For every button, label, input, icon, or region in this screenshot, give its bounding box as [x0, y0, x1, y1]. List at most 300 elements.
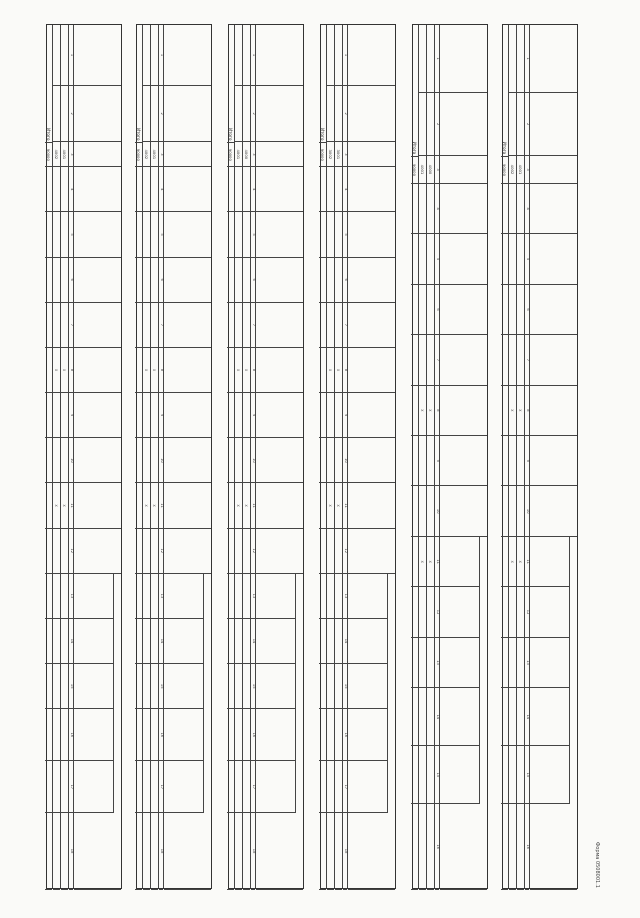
column-number: 7 — [69, 303, 73, 348]
column-number: 13 — [69, 574, 73, 619]
total-cell — [227, 619, 234, 664]
column-number: 5 — [159, 212, 163, 257]
total-cell — [411, 335, 418, 385]
column-number: 15 — [435, 746, 439, 804]
table-header-row — [529, 25, 577, 888]
total-cell — [227, 664, 234, 709]
table-row — [234, 25, 242, 888]
total-cell — [319, 167, 326, 212]
table-cell — [327, 574, 334, 619]
row-code: 3001 — [335, 142, 342, 167]
table-cell: x — [419, 537, 426, 587]
column-header — [256, 709, 295, 761]
table-header-row — [347, 25, 395, 888]
column-header — [530, 638, 569, 688]
table-cell — [143, 212, 150, 257]
table-cell: x — [419, 386, 426, 436]
table-cell — [151, 529, 158, 574]
table-cell — [61, 619, 68, 664]
column-header — [348, 258, 395, 303]
group-header — [569, 537, 577, 804]
table-cell — [327, 619, 334, 664]
table-cell — [427, 335, 434, 385]
table-cell — [509, 688, 516, 746]
column-number: 4 — [435, 184, 439, 234]
total-cell — [45, 813, 52, 890]
form-table — [502, 24, 578, 889]
total-cell — [227, 761, 234, 813]
table-cell — [427, 184, 434, 234]
table-cell — [517, 285, 524, 335]
table-cell — [335, 212, 342, 257]
table-cell: x — [235, 348, 242, 393]
column-header — [74, 142, 121, 167]
table-cell — [427, 436, 434, 486]
column-number-row — [342, 25, 347, 888]
column-number: 6 — [251, 258, 255, 303]
column-number: 2 — [251, 86, 255, 142]
column-header — [440, 184, 487, 234]
table-cell — [53, 86, 60, 142]
total-cell — [411, 587, 418, 637]
column-header — [348, 709, 387, 761]
table-cell — [61, 761, 68, 813]
column-header — [440, 487, 487, 537]
table-cell — [243, 258, 250, 303]
table-cell — [509, 487, 516, 537]
column-number: 8 — [435, 386, 439, 436]
column-header — [74, 348, 121, 393]
column-header — [530, 234, 577, 284]
column-header — [348, 86, 395, 142]
column-header — [440, 804, 487, 890]
column-header — [530, 746, 569, 804]
column-number: 10 — [525, 487, 529, 537]
total-cell — [319, 619, 326, 664]
table-cell: x — [61, 483, 68, 528]
total-label: Итого — [502, 141, 507, 155]
group-header — [479, 537, 487, 804]
total-cell — [45, 393, 52, 438]
table-cell: x — [243, 348, 250, 393]
column-header — [74, 393, 121, 438]
table-cell — [235, 709, 242, 761]
table-cell: x — [509, 386, 516, 436]
column-number: 14 — [525, 688, 529, 746]
column-number: 18 — [159, 813, 163, 890]
column-header — [440, 93, 487, 156]
table-cell — [53, 813, 60, 890]
table-row — [326, 25, 334, 888]
total-cell — [501, 688, 508, 746]
column-header — [74, 212, 121, 257]
column-header — [74, 483, 121, 528]
table-cell: x — [143, 348, 150, 393]
table-cell — [235, 212, 242, 257]
column-number: 18 — [251, 813, 255, 890]
column-number: 14 — [159, 619, 163, 664]
table-cell: x — [243, 483, 250, 528]
table-cell — [419, 335, 426, 385]
column-number: 15 — [525, 746, 529, 804]
column-header — [256, 483, 303, 528]
total-cell — [501, 285, 508, 335]
table-cell — [235, 258, 242, 303]
row-code: 3002 — [327, 142, 334, 167]
column-number: 13 — [435, 638, 439, 688]
column-number: 9 — [343, 393, 347, 438]
total-cell — [319, 303, 326, 348]
column-header — [256, 574, 295, 619]
total-cell — [319, 438, 326, 483]
table-cell — [419, 688, 426, 746]
column-header — [530, 386, 577, 436]
total-cell — [45, 761, 52, 813]
total-cell — [227, 483, 234, 528]
table-cell — [61, 709, 68, 761]
column-header — [256, 212, 303, 257]
table-cell — [243, 393, 250, 438]
total-cell — [45, 709, 52, 761]
table-row — [60, 25, 68, 888]
table-cell — [335, 529, 342, 574]
column-header — [530, 25, 577, 93]
column-header — [440, 587, 479, 637]
row-code: 4000 — [243, 142, 250, 167]
column-number-row — [524, 25, 529, 888]
table-cell — [61, 212, 68, 257]
total-cell — [135, 529, 142, 574]
total-cell — [227, 258, 234, 303]
table-cell — [61, 303, 68, 348]
column-number: 7 — [343, 303, 347, 348]
table-cell — [517, 746, 524, 804]
total-cell — [319, 813, 326, 890]
total-cell — [135, 813, 142, 890]
column-header — [530, 93, 577, 156]
column-number: 4 — [525, 184, 529, 234]
total-cell — [501, 487, 508, 537]
column-header — [74, 619, 113, 664]
table-cell — [509, 436, 516, 486]
table-cell — [61, 438, 68, 483]
column-number: 16 — [251, 709, 255, 761]
table-cell — [243, 167, 250, 212]
total-cell — [319, 348, 326, 393]
table-cell — [335, 86, 342, 142]
table-cell — [143, 167, 150, 212]
column-number: 5 — [525, 234, 529, 284]
table-cell — [327, 393, 334, 438]
column-number: 9 — [251, 393, 255, 438]
table-cell — [327, 761, 334, 813]
section-caption — [397, 26, 404, 886]
table-cell — [335, 438, 342, 483]
column-number: 7 — [435, 335, 439, 385]
column-number: 3 — [525, 156, 529, 184]
column-header — [348, 761, 387, 813]
table-cell — [151, 619, 158, 664]
column-number: 8 — [159, 348, 163, 393]
column-number: 17 — [69, 761, 73, 813]
table-cell — [335, 393, 342, 438]
column-number: 11 — [251, 483, 255, 528]
column-number: 9 — [159, 393, 163, 438]
table-cell — [243, 212, 250, 257]
table-cell — [327, 664, 334, 709]
total-cell — [135, 348, 142, 393]
total-cell — [501, 537, 508, 587]
column-header — [164, 25, 211, 86]
total-cell — [45, 619, 52, 664]
table-row — [516, 25, 524, 888]
column-number: 2 — [69, 86, 73, 142]
table-cell — [517, 25, 524, 93]
total-cell — [135, 709, 142, 761]
column-header — [440, 688, 479, 746]
column-number: 15 — [343, 664, 347, 709]
column-number: 17 — [343, 761, 347, 813]
table-cell — [143, 574, 150, 619]
total-cell — [411, 234, 418, 284]
group-header — [203, 574, 211, 813]
table-cell — [427, 234, 434, 284]
column-header — [164, 142, 211, 167]
table-cell — [235, 619, 242, 664]
total-code: 90000 — [319, 142, 326, 167]
column-number: 9 — [525, 436, 529, 486]
column-header — [256, 258, 303, 303]
table-cell — [235, 529, 242, 574]
column-number: 11 — [159, 483, 163, 528]
table-cell — [517, 688, 524, 746]
column-number: 4 — [251, 167, 255, 212]
table-cell — [53, 761, 60, 813]
table-cell — [509, 587, 516, 637]
table-cell — [419, 93, 426, 156]
table-cell — [509, 335, 516, 385]
table-cell — [151, 574, 158, 619]
column-header — [74, 709, 113, 761]
column-number: 13 — [159, 574, 163, 619]
column-number: 1 — [525, 25, 529, 93]
table-cell — [235, 664, 242, 709]
column-number: 4 — [159, 167, 163, 212]
table-cell — [327, 258, 334, 303]
column-number: 8 — [343, 348, 347, 393]
total-cell — [45, 438, 52, 483]
table-cell — [151, 761, 158, 813]
column-number: 12 — [69, 529, 73, 574]
table-cell — [335, 25, 342, 86]
table-cell: x — [509, 537, 516, 587]
column-header — [164, 258, 211, 303]
column-number: 17 — [251, 761, 255, 813]
table-cell — [53, 574, 60, 619]
table-cell — [53, 303, 60, 348]
table-cell — [419, 25, 426, 93]
column-number: 2 — [159, 86, 163, 142]
total-cell — [227, 709, 234, 761]
total-cell — [45, 529, 52, 574]
column-number: 14 — [343, 619, 347, 664]
table-cell — [53, 709, 60, 761]
column-number: 3 — [251, 142, 255, 167]
table-cell — [517, 436, 524, 486]
total-cell — [135, 393, 142, 438]
table-row — [508, 25, 516, 888]
column-number: 10 — [435, 487, 439, 537]
table-cell: x — [335, 348, 342, 393]
column-header — [256, 529, 303, 574]
table-cell — [427, 93, 434, 156]
total-cell — [319, 393, 326, 438]
table-cell — [419, 804, 426, 890]
column-number-row — [250, 25, 255, 888]
table-row — [426, 25, 434, 888]
total-cell — [135, 483, 142, 528]
column-header — [440, 335, 487, 385]
table-cell — [235, 761, 242, 813]
column-number: 7 — [525, 335, 529, 385]
table-cell — [327, 212, 334, 257]
column-number: 6 — [69, 258, 73, 303]
table-cell — [235, 438, 242, 483]
form-table — [228, 24, 304, 889]
total-code: 90000 — [135, 142, 142, 167]
column-number: 16 — [343, 709, 347, 761]
row-code: 4002 — [143, 142, 150, 167]
column-header — [256, 761, 295, 813]
column-header — [164, 709, 203, 761]
row-code: 4001 — [235, 142, 242, 167]
column-header — [256, 664, 295, 709]
column-header — [530, 537, 569, 587]
table-cell — [151, 86, 158, 142]
column-header — [74, 258, 121, 303]
column-number: 5 — [69, 212, 73, 257]
column-header — [164, 813, 211, 890]
column-number: 15 — [69, 664, 73, 709]
column-header — [530, 184, 577, 234]
table-cell: x — [151, 483, 158, 528]
table-cell — [335, 813, 342, 890]
total-cell — [45, 348, 52, 393]
table-header-row — [73, 25, 121, 888]
table-cell — [419, 487, 426, 537]
section-caption — [305, 26, 312, 886]
table-cell: x — [53, 483, 60, 528]
table-row — [142, 25, 150, 888]
column-header — [164, 761, 203, 813]
table-cell — [243, 619, 250, 664]
column-number: 14 — [69, 619, 73, 664]
column-header — [164, 348, 211, 393]
column-header — [440, 285, 487, 335]
column-number: 14 — [251, 619, 255, 664]
table-cell — [61, 393, 68, 438]
column-number: 7 — [159, 303, 163, 348]
column-number: 6 — [525, 285, 529, 335]
table-cell — [151, 813, 158, 890]
column-number: 3 — [435, 156, 439, 184]
column-header — [74, 303, 121, 348]
column-header — [348, 529, 395, 574]
table-cell — [151, 25, 158, 86]
table-cell — [53, 529, 60, 574]
column-header — [348, 664, 387, 709]
total-cell — [501, 746, 508, 804]
table-cell: x — [53, 348, 60, 393]
table-cell — [235, 167, 242, 212]
table-cell — [427, 487, 434, 537]
column-header — [74, 529, 121, 574]
table-cell — [143, 529, 150, 574]
table-cell — [327, 813, 334, 890]
form-table — [46, 24, 122, 889]
table-cell — [327, 709, 334, 761]
form-table — [320, 24, 396, 889]
column-number: 1 — [343, 25, 347, 86]
column-header — [530, 587, 569, 637]
column-header — [440, 436, 487, 486]
table-cell — [427, 804, 434, 890]
total-cell — [45, 483, 52, 528]
table-cell — [335, 619, 342, 664]
column-header — [164, 664, 203, 709]
total-cell — [501, 804, 508, 890]
table-cell — [243, 438, 250, 483]
column-number: 1 — [159, 25, 163, 86]
total-cell — [135, 619, 142, 664]
table-cell: x — [517, 537, 524, 587]
column-number: 6 — [435, 285, 439, 335]
column-header — [74, 438, 121, 483]
column-header — [256, 348, 303, 393]
total-cell — [411, 184, 418, 234]
table-cell: x — [235, 483, 242, 528]
column-header — [440, 25, 487, 93]
column-number-row — [158, 25, 163, 888]
column-number: 11 — [525, 537, 529, 587]
total-cell — [227, 574, 234, 619]
table-cell — [53, 258, 60, 303]
total-cell — [319, 212, 326, 257]
table-cell — [335, 303, 342, 348]
column-header — [256, 303, 303, 348]
column-number: 17 — [159, 761, 163, 813]
total-cell — [135, 761, 142, 813]
column-number: 15 — [251, 664, 255, 709]
table-cell — [419, 746, 426, 804]
column-number: 9 — [435, 436, 439, 486]
total-cell — [501, 335, 508, 385]
table-cell — [143, 86, 150, 142]
total-cell — [227, 348, 234, 393]
column-number: 2 — [525, 93, 529, 156]
column-number: 2 — [343, 86, 347, 142]
table-cell — [61, 167, 68, 212]
table-cell — [151, 438, 158, 483]
table-cell — [427, 25, 434, 93]
column-header — [348, 142, 395, 167]
column-number: 9 — [69, 393, 73, 438]
table-cell — [243, 25, 250, 86]
rotated-sheet — [40, 24, 600, 894]
table-cell — [427, 638, 434, 688]
column-number: 4 — [69, 167, 73, 212]
table-cell — [143, 664, 150, 709]
